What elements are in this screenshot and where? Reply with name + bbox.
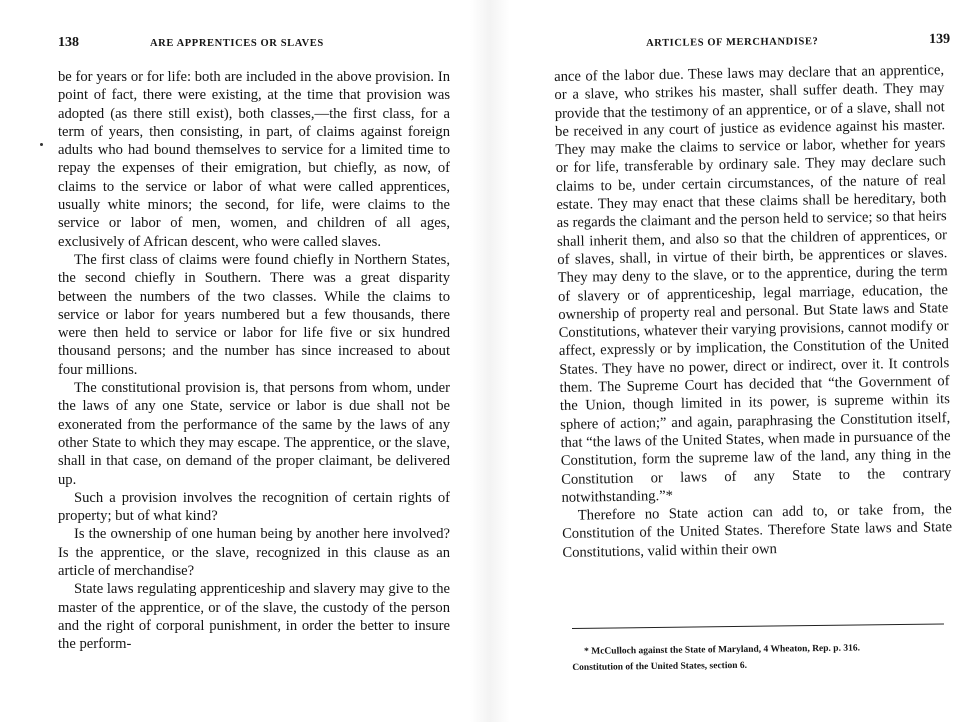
running-head-left: ARE APPRENTICES OR SLAVES [150, 38, 324, 49]
right-page [490, 0, 980, 722]
paragraph: The constitutional provision is, that persons from whom, under the laws of any one State, service or labor is due shall not be exonerated from the performance of the same by the laws of any other State to which they may escape. The apprentice, or the slave, shall in that case, on demand of the proper claimant, be delivered up. [58, 380, 450, 488]
print-speck [40, 143, 43, 146]
running-head-right: ARTICLES OF MERCHANDISE? [646, 36, 819, 49]
paragraph: be for years or for life: both are included in the above provision. In point of fact, there were existing, at the time that provision was adopted (as there still exist), both classes,—the first class, for a term of years, then consisting, in part, of claims against foreign adults who had bound themselves to service for a limited time to repay the expenses of their emigration, but chiefly, as now, of claims to the service or labor of what were called apprentices, usually white minors; the second, for life, were claims to the service or labor of men, women, and children of all ages, exclusively of African descent, who were called slaves. [58, 69, 450, 250]
footnote-rule [572, 623, 944, 629]
left-page-body [58, 68, 450, 654]
right-page-header [646, 31, 951, 60]
footnote: Constitution of the United States, section 6. [572, 660, 748, 673]
left-page-header [58, 35, 450, 60]
right-page-body [554, 61, 953, 562]
page-number-right: 139 [928, 31, 951, 48]
paragraph: Such a provision involves the recognition of certain rights of property; but of what kind? [58, 489, 450, 525]
paragraph: State laws regulating apprenticeship and slavery may give to the master of the apprentice, or of the slave, the custody of the person and the right of corporal punishment, in order the better to insure the perform- [58, 581, 450, 653]
page-number-left: 138 [58, 35, 79, 50]
paragraph: Therefore no State action can add to, or take from, the Constitution of the United States. Therefore State laws and State Constitutions, valid within their own [562, 501, 953, 561]
paragraph: ance of the labor due. These laws may declare that an apprentice, or a slave, who strikes his master, shall suffer death. They may provide that the testimony of an apprentice, or of a slave, shall not be received in any court of justice as evidence against his master. They may make the claims to service or labor, whether for years or for life, transferable by ordinary sale. They may declare such claims to be, under certain circumstances, of the nature of real estate. They may enact that these claims shall be hereditary, both as regards the claimant and the person held to service; so that heirs shall inherit them, and also so that the children of apprentices, or of slaves, shall, in virtue of their birth, be apprentices or slaves. They may deny to the slave, or to the apprentice, during the term of slavery or of apprenticeship, legal marriage, education, the ownership of property real and personal. But State laws and State Constitutions, whatever their varying provisions, cannot modify or affect, expressly or by implication, the Constitution of the United States. They have no power, direct or indirect, over it. It controls them. The Supreme Court has decided that “the Government of the Union, though limited in its power, is supreme within its sphere of action;” and again, paraphrasing the Constitution itself, that “the laws of the United States, when made in pursuance of the Constitution, form the supreme law of the land, any thing in the Constitution or laws of any State to the contrary notwithstanding.”* [554, 62, 952, 506]
paragraph: Is the ownership of one human being by another here involved? Is the apprentice, or the slave, recognized in this clause as an article of merchandise? [58, 526, 450, 580]
footnote: * McCulloch against the State of Maryland, 4 Wheaton, Rep. p. 316. [584, 643, 860, 657]
footnotes [572, 639, 952, 676]
paragraph: The first class of claims were found chiefly in Northern States, the second chiefly in Southern. There was a great disparity between the numbers of the two classes. While the claims to service or labor for years numbered but a few thousands, there were then held to service or labor for life five or six hundred thousand persons; and the number has since increased to about four millions. [58, 251, 450, 378]
